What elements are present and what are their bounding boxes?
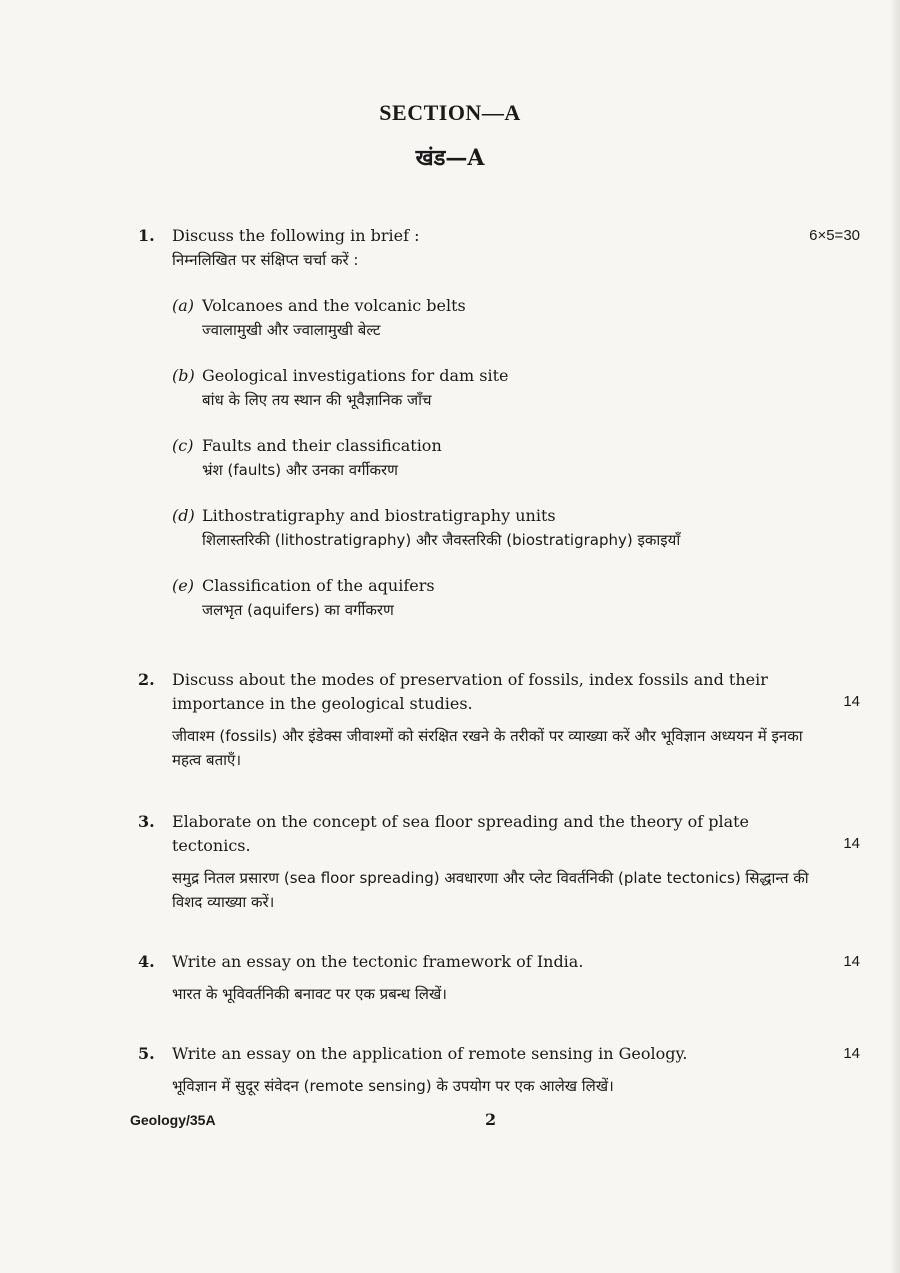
question-text-hindi: जीवाश्म (fossils) और इंडेक्स जीवाश्मों को संरक्षित रखने के तरीकों पर व्याख्या करें और भूविज्ञान अध्ययन में इनका महत्व बताएँ। — [172, 727, 803, 769]
sub-question-a — [172, 294, 860, 342]
question-number: 2. — [138, 670, 155, 689]
question-marks: 14 — [843, 953, 860, 970]
sub-text-hindi: बांध के लिए तय स्थान की भूवैज्ञानिक जाँच — [202, 391, 432, 409]
sub-label: (c) — [172, 436, 194, 455]
section-title-hindi: खंड—A — [415, 145, 485, 171]
sub-text-hindi: ज्वालामुखी और ज्वालामुखी बेल्ट — [202, 321, 381, 339]
question-number: 5. — [138, 1044, 155, 1063]
sub-label: (b) — [172, 366, 195, 385]
question-marks: 6×5=30 — [809, 227, 860, 244]
question-text: Discuss the following in brief : — [172, 226, 420, 245]
question-text: Write an essay on the tectonic framework of India. — [172, 952, 584, 971]
paper-code: Geology/35A — [130, 1112, 216, 1128]
sub-text-hindi: शिलास्तरिकी (lithostratigraphy) और जैवस्तरिकी (biostratigraphy) इकाइयाँ — [202, 531, 681, 549]
page-number: 2 — [485, 1110, 497, 1129]
question-text: Discuss about the modes of preservation of fossils, index fossils and their importance in the geological studies. — [172, 670, 768, 713]
sub-text: Volcanoes and the volcanic belts — [202, 296, 466, 315]
question-2 — [138, 668, 860, 772]
question-text-hindi: निम्नलिखित पर संक्षिप्त चर्चा करें : — [172, 251, 359, 269]
question-marks: 14 — [843, 693, 860, 710]
sub-text: Faults and their classification — [202, 436, 442, 455]
section-heading — [0, 100, 900, 172]
sub-text: Classification of the aquifers — [202, 576, 435, 595]
sub-question-c — [172, 434, 860, 482]
question-4 — [138, 950, 860, 1006]
scan-edge — [890, 0, 900, 1273]
sub-question-e — [172, 574, 860, 622]
sub-text: Lithostratigraphy and biostratigraphy units — [202, 506, 556, 525]
sub-text-hindi: जलभृत (aquifers) का वर्गीकरण — [202, 601, 394, 619]
question-1 — [138, 224, 860, 622]
sub-text: Geological investigations for dam site — [202, 366, 509, 385]
question-marks: 14 — [843, 835, 860, 852]
sub-text-hindi: भ्रंश (faults) और उनका वर्गीकरण — [202, 461, 398, 479]
question-text-hindi: भूविज्ञान में सुदूर संवेदन (remote sensing) के उपयोग पर एक आलेख लिखें। — [172, 1077, 614, 1095]
question-number: 4. — [138, 952, 155, 971]
question-text-hindi: समुद्र नितल प्रसारण (sea floor spreading) अवधारणा और प्लेट विवर्तनिकी (plate tectonics) सिद्धान्त की विशद व्याख्या करें। — [172, 869, 809, 911]
question-number: 3. — [138, 812, 155, 831]
question-text-hindi: भारत के भूविवर्तनिकी बनावट पर एक प्रबन्ध लिखें। — [172, 985, 447, 1003]
question-3 — [138, 810, 860, 914]
sub-label: (e) — [172, 576, 194, 595]
sub-question-b — [172, 364, 860, 412]
question-5 — [138, 1042, 860, 1098]
sub-label: (a) — [172, 296, 195, 315]
question-number: 1. — [138, 226, 155, 245]
sub-label: (d) — [172, 506, 195, 525]
section-title: SECTION—A — [379, 100, 521, 125]
question-text: Elaborate on the concept of sea floor spreading and the theory of plate tectonics. — [172, 812, 750, 855]
question-text: Write an essay on the application of remote sensing in Geology. — [172, 1044, 688, 1063]
sub-question-d — [172, 504, 860, 552]
question-marks: 14 — [843, 1045, 860, 1062]
